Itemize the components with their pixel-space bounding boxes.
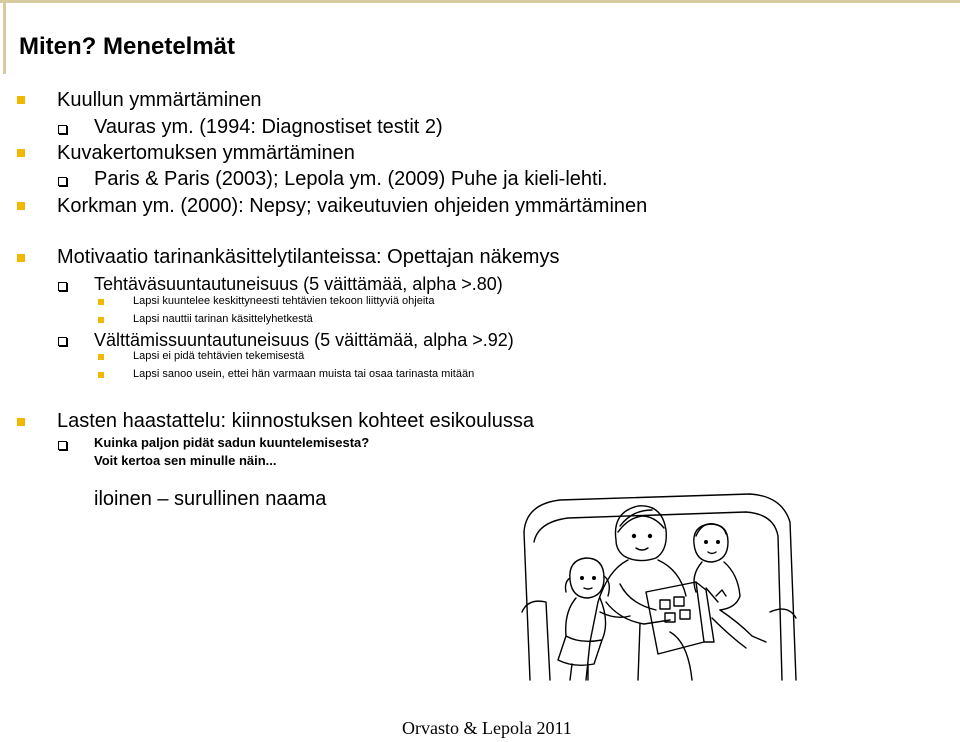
list-item-level2: Välttämissuuntautuneisuus (5 väittämää, alpha >.92) <box>94 330 514 350</box>
bullet-hollow-square-icon <box>58 282 67 291</box>
bullet-square-icon <box>98 299 104 305</box>
list-item-level1: Motivaatio tarinankäsittelytilanteissa: Opettajan näkemys <box>57 246 560 268</box>
slide-title: Miten? Menetelmät <box>19 33 236 60</box>
list-item-level2: iloinen – surullinen naama <box>94 488 327 510</box>
list-item-level2: Paris & Paris (2003); Lepola ym. (2009) Puhe ja kieli-lehti. <box>94 168 608 190</box>
list-item-level3: Lapsi nauttii tarinan käsittelyhetkestä <box>133 313 313 325</box>
bullet-hollow-square-icon <box>58 177 67 186</box>
list-item-level3: Lapsi ei pidä tehtävien tekemisestä <box>133 350 305 362</box>
bullet-square-icon <box>17 96 25 104</box>
bullet-square-icon <box>17 202 25 210</box>
bullet-hollow-square-icon <box>58 441 67 450</box>
list-item-level1: Lasten haastattelu: kiinnostuksen kohteet esikoulussa <box>57 410 534 432</box>
list-item-level1: Korkman ym. (2000): Nepsy; vaikeutuvien ohjeiden ymmärtäminen <box>57 195 648 217</box>
bullet-square-icon <box>17 149 25 157</box>
top-border-line <box>0 0 960 3</box>
bullet-hollow-square-icon <box>58 125 67 134</box>
list-item-level3: Lapsi kuuntelee keskittyneesti tehtävien tekoon liittyviä ohjeita <box>133 295 435 307</box>
bullet-hollow-square-icon <box>58 337 67 346</box>
list-item-level1: Kuvakertomuksen ymmärtäminen <box>57 142 355 164</box>
left-border-line <box>3 0 6 74</box>
mother-reading-to-children-drawing-icon <box>520 492 800 682</box>
bullet-square-icon <box>17 254 25 262</box>
list-item-level3: Lapsi sanoo usein, ettei hän varmaan muista tai osaa tarinasta mitään <box>133 368 475 380</box>
bullet-square-icon <box>17 418 25 426</box>
list-item-level2: Vauras ym. (1994: Diagnostiset testit 2) <box>94 116 443 138</box>
bullet-square-icon <box>98 354 104 360</box>
list-item-level2: Voit kertoa sen minulle näin... <box>94 453 277 468</box>
bullet-square-icon <box>98 372 104 378</box>
footer-credit: Orvasto & Lepola 2011 <box>402 718 572 738</box>
list-item-level1: Kuullun ymmärtäminen <box>57 89 262 111</box>
bullet-square-icon <box>98 317 104 323</box>
list-item-level2: Tehtäväsuuntautuneisuus (5 väittämää, alpha >.80) <box>94 274 503 294</box>
list-item-level2: Kuinka paljon pidät sadun kuuntelemisesta? <box>94 435 370 450</box>
